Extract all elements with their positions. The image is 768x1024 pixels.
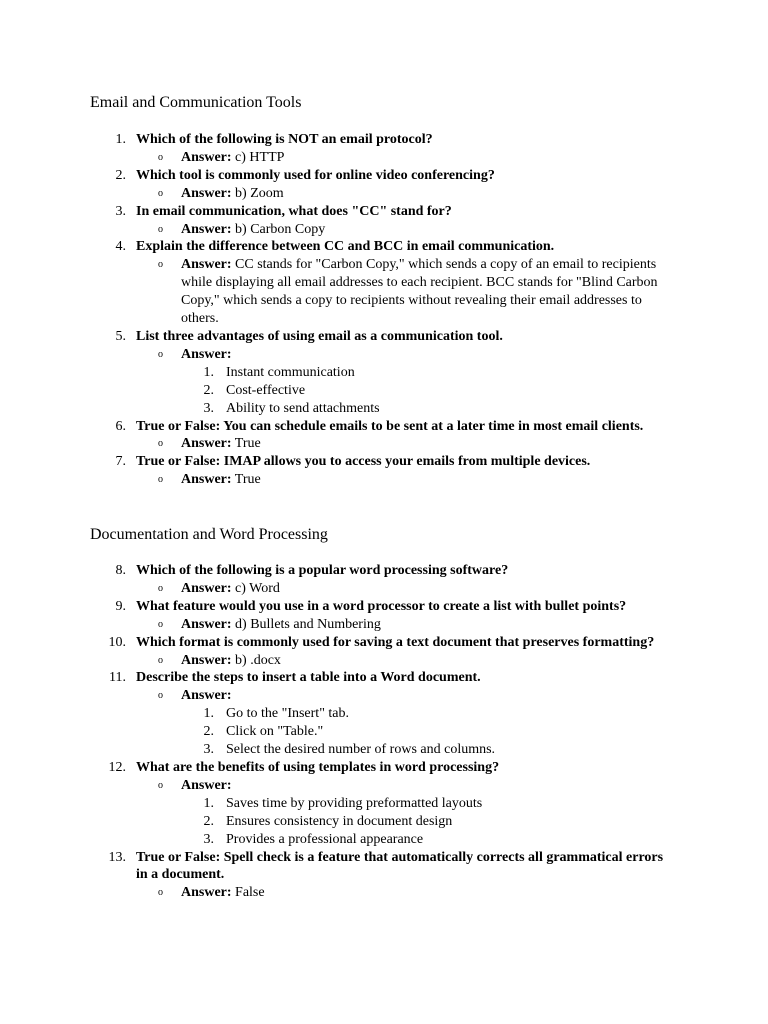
subitem-number: 1.	[203, 795, 214, 811]
question-number: 5.	[115, 328, 126, 344]
question-number: 3.	[115, 203, 126, 219]
subitem-text: Ensures consistency in document design	[226, 813, 453, 829]
question-item	[0, 669, 768, 687]
answer-subitem	[0, 364, 768, 382]
question-item	[0, 203, 768, 221]
answer-text: True	[234, 436, 261, 452]
answer-item	[0, 149, 768, 167]
section-heading-documentation: Documentation and Word Processing	[90, 526, 328, 543]
answer-text: d) Bullets and Numbering	[235, 616, 381, 632]
hollow-bullet-icon: o	[158, 654, 163, 666]
question-number: 7.	[115, 454, 126, 470]
answer-subitem	[0, 795, 768, 813]
subitem-text: Click on "Table."	[226, 724, 324, 740]
answer-label: Answer:	[181, 472, 232, 488]
question-item	[0, 634, 768, 652]
answer-subitem	[0, 831, 768, 849]
answer-subitem	[0, 741, 768, 759]
question-text: List three advantages of using email as a communication tool.	[136, 328, 503, 344]
hollow-bullet-icon: o	[158, 223, 163, 235]
question-number: 6.	[115, 418, 126, 434]
question-number: 10.	[108, 634, 126, 650]
answer-label: Answer:	[181, 580, 232, 596]
question-list-email	[0, 131, 768, 489]
answer-label: Answer:	[181, 149, 232, 165]
subitem-text: Select the desired number of rows and columns.	[226, 742, 496, 758]
answer-item	[0, 687, 768, 705]
answer-item	[0, 256, 768, 328]
answer-text: c) Word	[235, 580, 280, 596]
hollow-bullet-icon: o	[158, 187, 163, 199]
subitem-number: 3.	[203, 400, 214, 416]
subitem-text: Provides a professional appearance	[226, 831, 424, 847]
question-number: 2.	[115, 167, 126, 183]
hollow-bullet-icon: o	[158, 259, 163, 271]
question-text: True or False: IMAP allows you to access your emails from multiple devices.	[136, 454, 591, 470]
answer-subitem	[0, 813, 768, 831]
answer-label: Answer:	[181, 616, 232, 632]
hollow-bullet-icon: o	[158, 618, 163, 630]
subitem-number: 2.	[203, 382, 214, 398]
answer-item	[0, 652, 768, 670]
answer-item	[0, 884, 768, 902]
hollow-bullet-icon: o	[158, 348, 163, 360]
question-text: True or False: Spell check is a feature that automatically corrects all grammatical errors in a document.	[136, 849, 664, 883]
hollow-bullet-icon: o	[158, 438, 163, 450]
question-item	[0, 238, 768, 256]
subitem-number: 1.	[203, 706, 214, 722]
subitem-number: 3.	[203, 742, 214, 758]
question-text: Which of the following is NOT an email protocol?	[136, 132, 433, 147]
answer-text: CC stands for "Carbon Copy," which sends a copy of an email to recipients while displaying all email addresses to each recipient. BCC stands for "Blind Carbon Copy," which sends a copy to recipients without revealing their email addresses to others.	[181, 257, 658, 327]
answer-label: Answer:	[181, 221, 232, 237]
answer-label: Answer:	[181, 688, 232, 704]
answer-text: False	[235, 885, 265, 901]
answer-text: b) .docx	[235, 652, 281, 668]
answer-item	[0, 471, 768, 489]
question-item	[0, 849, 768, 885]
answer-item	[0, 580, 768, 598]
answer-text: b) Zoom	[235, 185, 284, 201]
section-heading-email: Email and Communication Tools	[90, 94, 302, 111]
question-number: 11.	[109, 670, 126, 686]
question-item	[0, 418, 768, 436]
answer-item	[0, 777, 768, 795]
question-list-documentation	[0, 562, 768, 902]
answer-text: b) Carbon Copy	[235, 221, 326, 237]
hollow-bullet-icon: o	[158, 690, 163, 702]
question-text: Describe the steps to insert a table into a Word document.	[136, 670, 481, 686]
subitem-number: 2.	[203, 724, 214, 740]
answer-subitem	[0, 382, 768, 400]
answer-label: Answer:	[181, 652, 232, 668]
question-number: 1.	[115, 132, 126, 147]
question-item	[0, 453, 768, 471]
question-number: 12.	[108, 759, 126, 775]
question-item	[0, 759, 768, 777]
question-text: Which tool is commonly used for online video conferencing?	[136, 167, 495, 183]
answer-item	[0, 221, 768, 239]
question-item	[0, 598, 768, 616]
question-number: 8.	[115, 563, 126, 578]
subitem-text: Cost-effective	[226, 382, 306, 398]
answer-item	[0, 185, 768, 203]
question-text: In email communication, what does "CC" stand for?	[136, 203, 452, 219]
question-number: 9.	[115, 598, 126, 614]
subitem-text: Instant communication	[226, 364, 355, 380]
hollow-bullet-icon: o	[158, 887, 163, 899]
question-item	[0, 562, 768, 580]
answer-text: c) HTTP	[235, 149, 285, 165]
hollow-bullet-icon: o	[158, 151, 163, 163]
question-number: 13.	[108, 849, 126, 865]
question-text: Which format is commonly used for saving a text document that preserves formatting?	[136, 634, 655, 650]
question-text: Which of the following is a popular word processing software?	[136, 563, 509, 578]
answer-label: Answer:	[181, 436, 232, 452]
hollow-bullet-icon: o	[158, 474, 163, 486]
question-text: What are the benefits of using templates in word processing?	[136, 759, 500, 775]
answer-item	[0, 435, 768, 453]
question-number: 4.	[115, 239, 126, 255]
answer-text: True	[234, 472, 261, 488]
question-item	[0, 328, 768, 346]
hollow-bullet-icon: o	[158, 779, 163, 791]
subitem-number: 2.	[203, 813, 214, 829]
question-item	[0, 167, 768, 185]
hollow-bullet-icon: o	[158, 582, 163, 594]
answer-label: Answer:	[181, 777, 232, 793]
subitem-number: 1.	[203, 364, 214, 380]
answer-item	[0, 616, 768, 634]
answer-subitem	[0, 705, 768, 723]
answer-label: Answer:	[181, 346, 232, 362]
answer-label: Answer:	[181, 885, 232, 901]
answer-item	[0, 346, 768, 364]
answer-subitem	[0, 400, 768, 418]
subitem-number: 3.	[203, 831, 214, 847]
answer-label: Answer:	[181, 257, 232, 273]
subitem-text: Ability to send attachments	[226, 400, 380, 416]
answer-subitem	[0, 723, 768, 741]
question-text: What feature would you use in a word processor to create a list with bullet points?	[136, 598, 627, 614]
answer-label: Answer:	[181, 185, 232, 201]
question-text: True or False: You can schedule emails to be sent at a later time in most email clients.	[136, 418, 644, 434]
subitem-text: Go to the "Insert" tab.	[226, 706, 350, 722]
subitem-text: Saves time by providing preformatted layouts	[226, 795, 483, 811]
question-text: Explain the difference between CC and BCC in email communication.	[136, 239, 555, 255]
question-item	[0, 131, 768, 149]
